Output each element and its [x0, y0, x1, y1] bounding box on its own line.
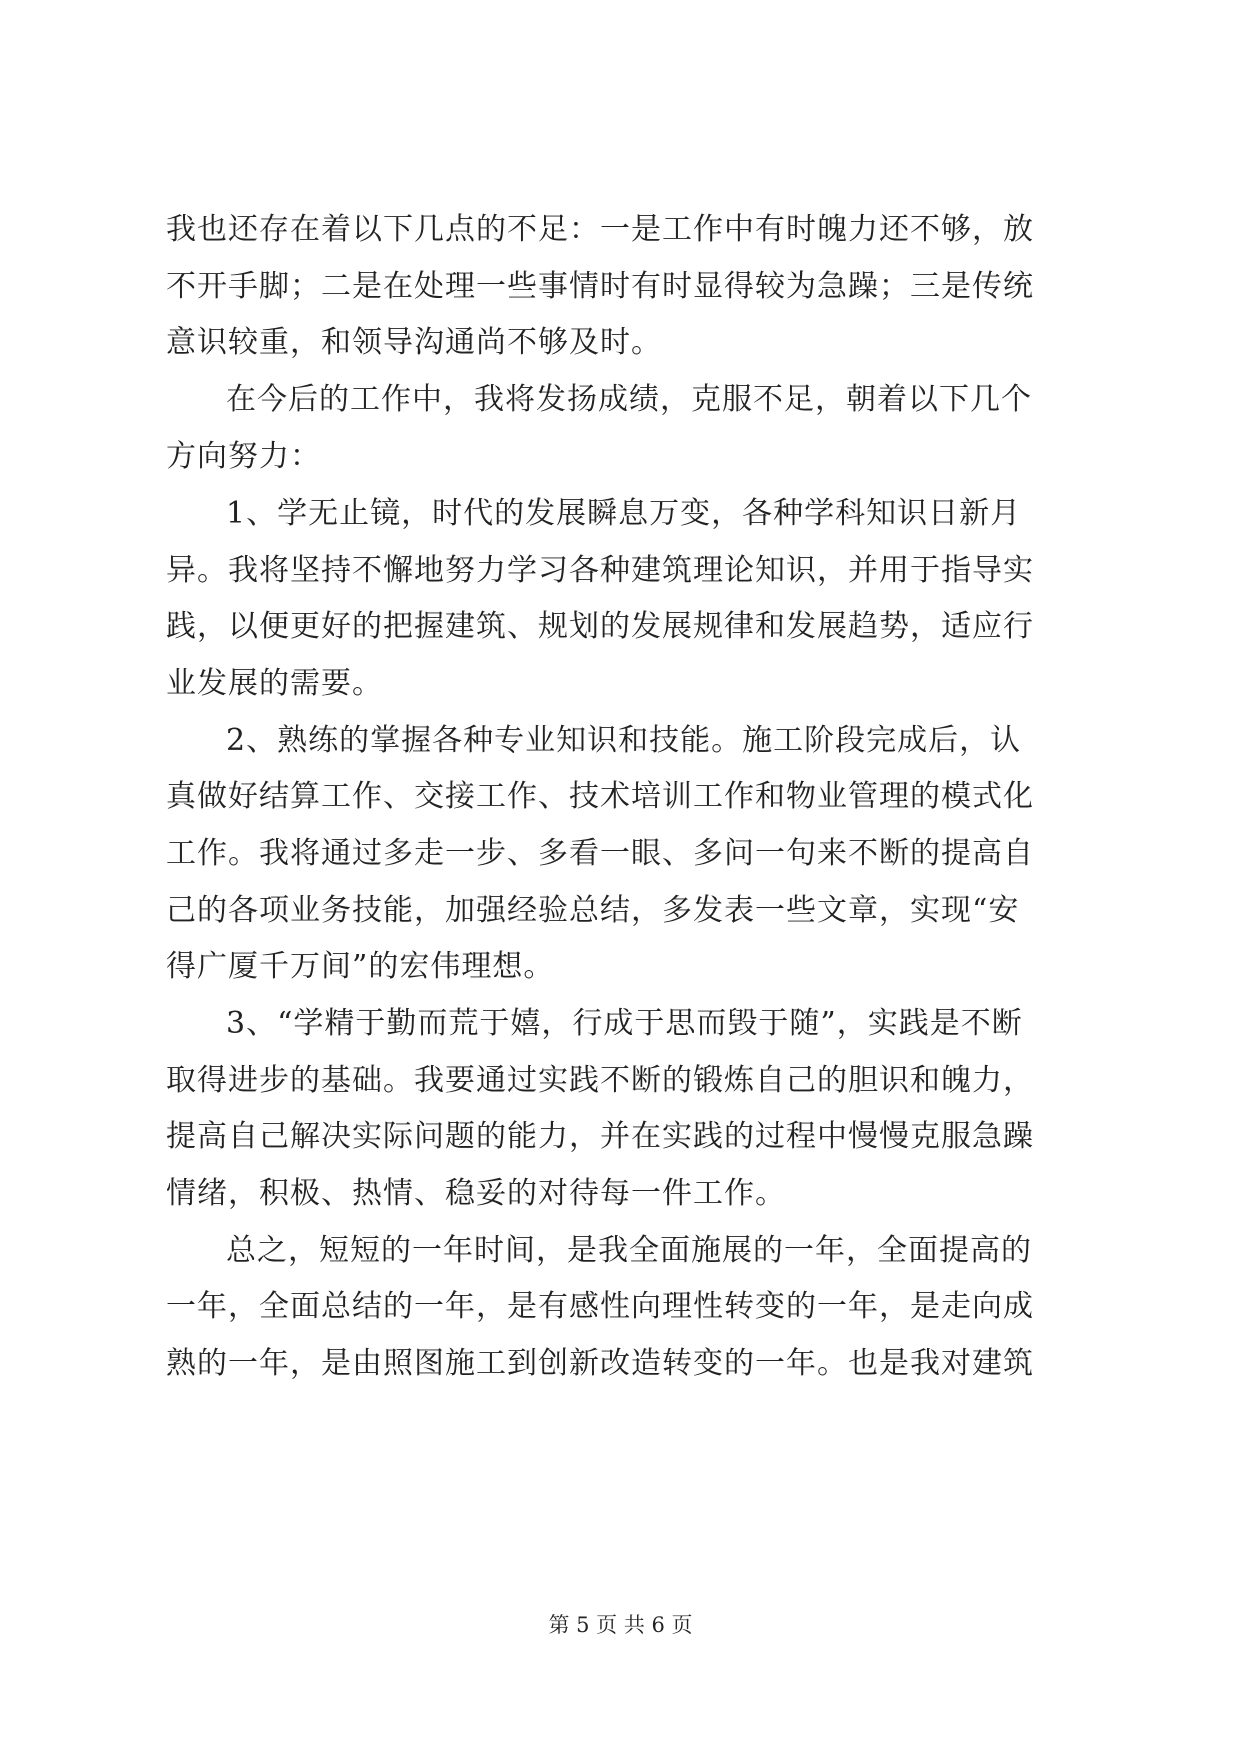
- page-number-footer: 第 5 页 共 6 页: [548, 1613, 693, 1637]
- list-item-1-line: 1、学无止镜，时代的发展瞬息万变，各种学科知识日新月: [226, 496, 1022, 531]
- text-line: 不开手脚；二是在处理一些事情时有时显得较为急躁；三是传统: [166, 269, 1034, 304]
- text-line: 一年，全面总结的一年，是有感性向理性转变的一年，是走向成: [166, 1289, 1034, 1324]
- text-line: 提高自己解决实际问题的能力，并在实践的过程中慢慢克服急躁: [166, 1119, 1034, 1154]
- text-line: 践，以便更好的把握建筑、规划的发展规律和发展趋势，适应行: [166, 609, 1034, 644]
- text-line: 工作。我将通过多走一步、多看一眼、多问一句来不断的提高自: [166, 836, 1034, 871]
- text-line: 我也还存在着以下几点的不足：一是工作中有时魄力还不够，放: [166, 212, 1034, 247]
- text-line: 真做好结算工作、交接工作、技术培训工作和物业管理的模式化: [166, 779, 1034, 814]
- list-item-3-line: 3、“学精于勤而荒于嬉，行成于思而毁于随”，实践是不断: [226, 1006, 1023, 1041]
- text-line: 取得进步的基础。我要通过实践不断的锻炼自己的胆识和魄力，: [166, 1063, 1034, 1098]
- list-item-2-line: 2、熟练的掌握各种专业知识和技能。施工阶段完成后，认: [226, 723, 1022, 758]
- text-line: 意识较重，和领导沟通尚不够及时。: [166, 325, 662, 360]
- text-line: 得广厦千万间”的宏伟理想。: [166, 949, 555, 984]
- text-line: 业发展的需要。: [166, 666, 383, 701]
- text-line: 己的各项业务技能，加强经验总结，多发表一些文章，实现“安: [166, 893, 1020, 928]
- text-line: 情绪，积极、热情、稳妥的对待每一件工作。: [166, 1176, 786, 1211]
- text-line: 熟的一年，是由照图施工到创新改造转变的一年。也是我对建筑: [166, 1346, 1034, 1381]
- paragraph-first-line: 总之，短短的一年时间，是我全面施展的一年，全面提高的: [226, 1233, 1032, 1268]
- paragraph-first-line: 在今后的工作中，我将发扬成绩，克服不足，朝着以下几个: [226, 382, 1032, 417]
- text-line: 异。我将坚持不懈地努力学习各种建筑理论知识，并用于指导实: [166, 553, 1034, 588]
- text-line: 方向努力：: [166, 439, 321, 474]
